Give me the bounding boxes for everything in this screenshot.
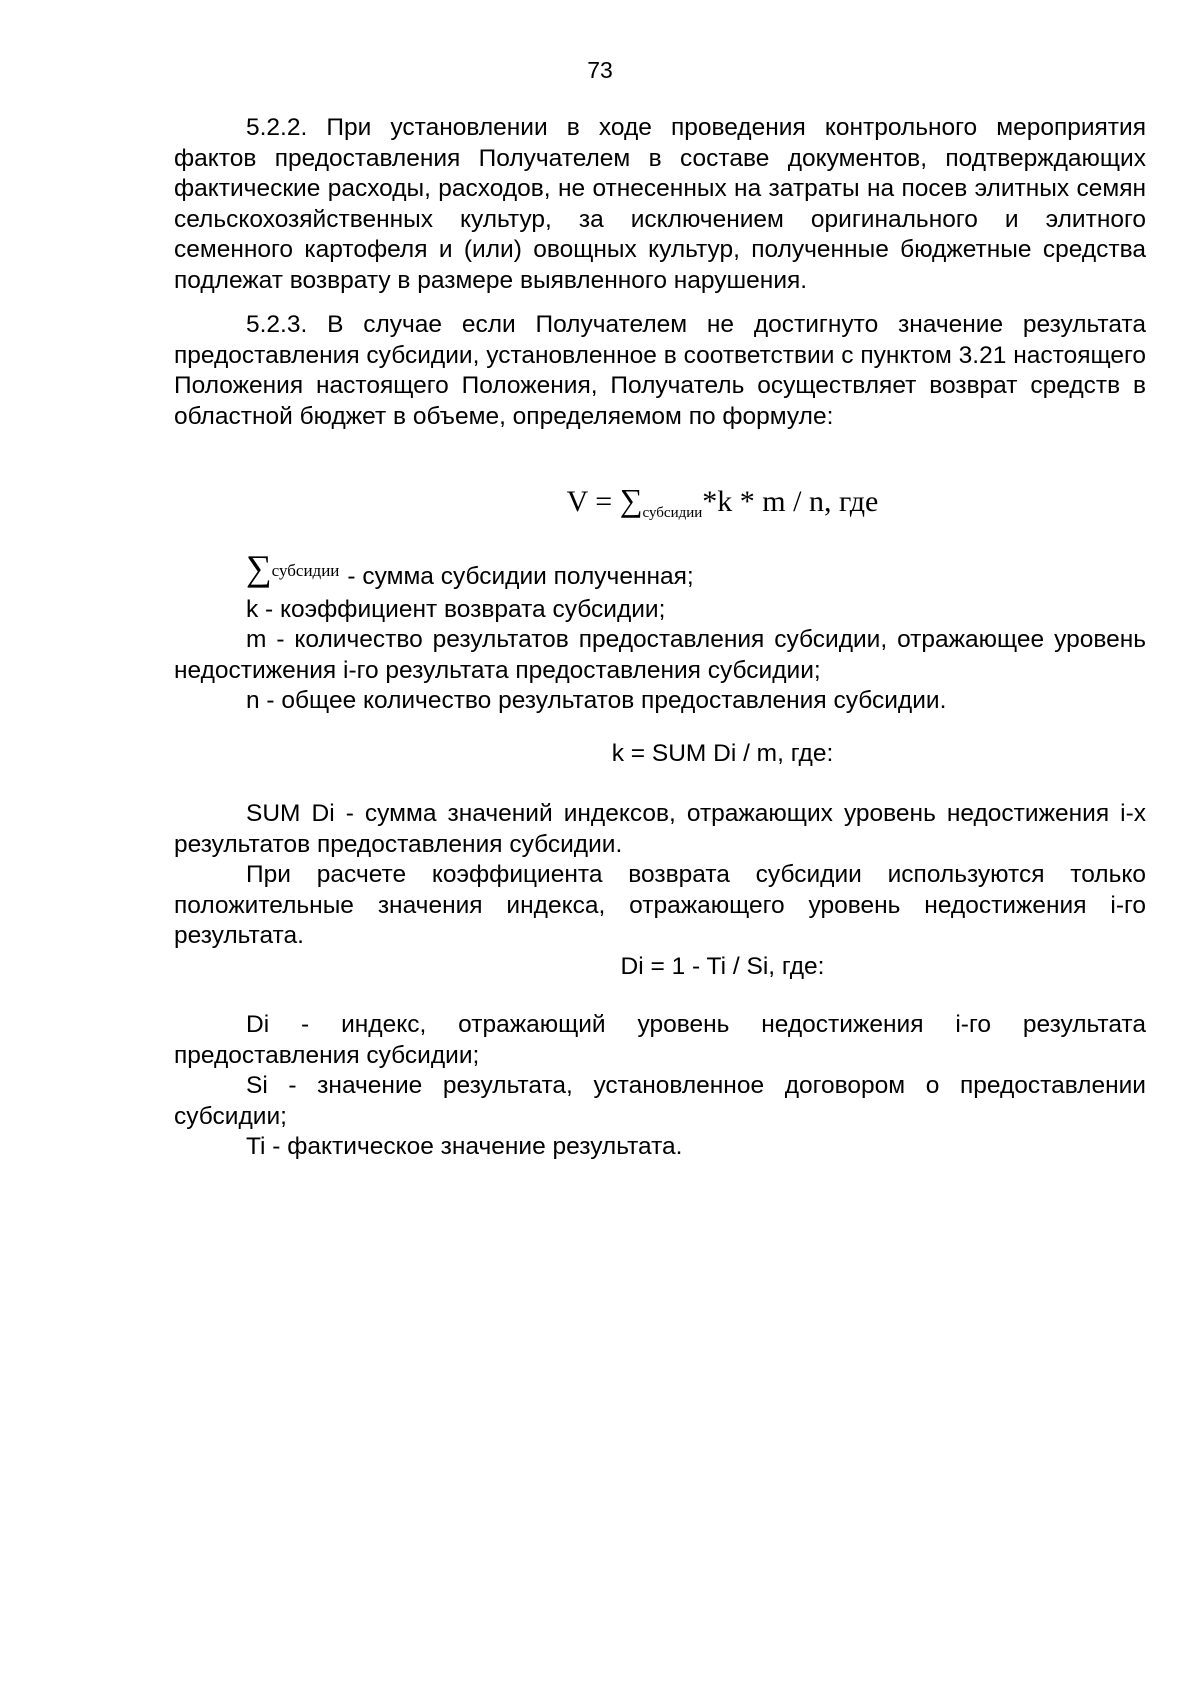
sigma-subscript: субсидии <box>271 561 340 580</box>
sigma-icon: ∑ <box>619 482 643 518</box>
definition-k: k - коэффициент возврата субсидии; <box>246 595 666 623</box>
formula-v-subscript: субсидии <box>642 505 703 521</box>
definition-di: Di - индекс, отражающий уровень недостижения i-го результата предоставления субсидии; <box>174 1011 1146 1069</box>
definition-sum-di: SUM Di - сумма значений индексов, отражающих уровень недостижения i-х результатов предоставления субсидии. <box>174 800 1146 858</box>
formula-v-rest: *k * m / n, где <box>702 485 879 518</box>
definition-m: m - количество результатов предоставления субсидии, отражающее уровень недостижения i-го результата предоставления субсидии; <box>174 626 1146 684</box>
definition-sigma <box>174 548 1146 595</box>
formula-k: k = SUM Di / m, где: <box>611 739 834 767</box>
sigma-icon: ∑ <box>246 548 272 588</box>
paragraph-5-2-3: 5.2.3. В случае если Получателем не достигнуто значение результата предоставления субсидии, установленное в соответствии с пунктом 3.21 настоящего Положения настоящего Положения, Получатель осуществляет возврат средств в областной бюджет в объеме, определяемом по формуле: <box>174 311 1146 430</box>
paragraph-5-2-2: 5.2.2. При установлении в ходе проведения контрольного мероприятия фактов предоставления Получателем в составе документов, подтверждающих фактические расходы, расходов, не отнесенных на затраты на посев элитных семян сельскохозяйственных культур, за исключением оригинального и элитного семенного картофеля и (или) овощных культур, полученные бюджетные средства подлежат возврату в размере выявленного нарушения. <box>174 114 1146 294</box>
document-body <box>174 113 1146 1163</box>
formula-di: Di = 1 - Ti / Si, где: <box>620 952 825 980</box>
definition-n: n - общее количество результатов предоставления субсидии. <box>246 687 947 714</box>
note-positive-values: При расчете коэффициента возврата субсидии используются только положительные значения индекса, отражающего уровень недостижения i-го результата. <box>174 861 1146 949</box>
definition-si: Si - значение результата, установленное договором о предоставлении субсидии; <box>174 1072 1146 1130</box>
formula-v <box>174 480 1146 533</box>
page-number: 73 <box>587 57 613 83</box>
sigma-definition-text: - сумма субсидии полученная; <box>347 563 694 590</box>
formula-v-lhs: V = <box>566 485 620 518</box>
definition-ti: Ti - фактическое значение результата. <box>246 1133 683 1160</box>
